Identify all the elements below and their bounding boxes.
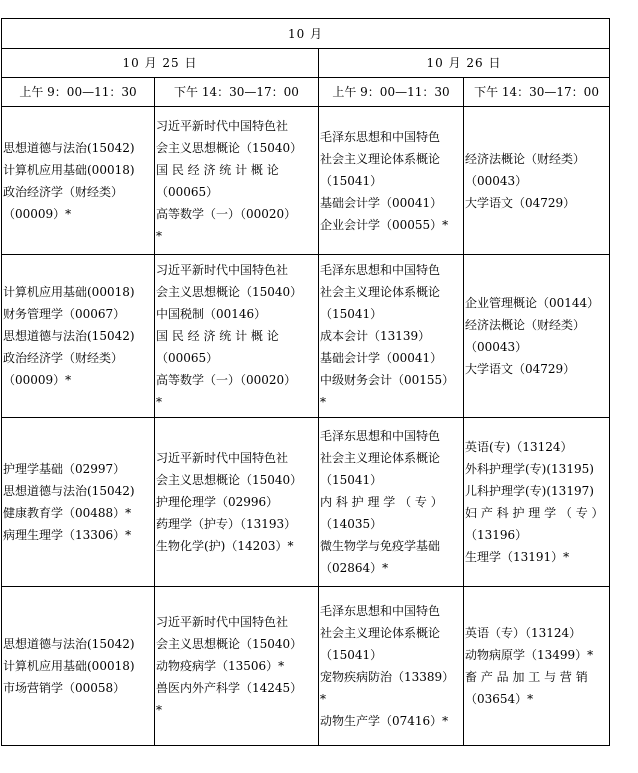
course-line: 习近平新时代中国特色社 — [156, 118, 289, 133]
course-line: （13196） — [465, 528, 528, 542]
course-line: 畜 产 品 加 工 与 营 销 — [465, 670, 588, 684]
month-header-row — [2, 19, 610, 49]
course-line: 社会主义理论体系概论 — [320, 451, 441, 465]
exam-cell — [464, 255, 610, 418]
course-line: （14035） — [320, 517, 383, 531]
exam-cell — [2, 107, 155, 255]
course-line: （00065） — [156, 351, 219, 365]
course-line: 药理学（护专）（13193） — [156, 517, 297, 531]
exam-cell — [319, 107, 464, 255]
course-line: （02864）* — [320, 561, 389, 575]
course-line: 思想道德与法治(15042) — [3, 329, 135, 343]
exam-cell — [155, 587, 319, 746]
course-line: 经济法概论（财经类） — [465, 151, 586, 166]
course-line: 计算机应用基础(00018) — [3, 285, 135, 299]
month-header: 10 月 — [2, 19, 610, 49]
exam-cell — [155, 107, 319, 255]
exam-cell — [464, 418, 610, 587]
course-line: 中级财务会计（00155） — [320, 373, 455, 387]
course-line: 高等数学（一）（00020） — [156, 373, 297, 387]
slot-header-row — [2, 78, 610, 107]
course-line: 英语（专）（13124） — [465, 626, 582, 640]
course-line: 会主义思想概论（15040） — [156, 140, 303, 155]
course-line: 毛泽东思想和中国特色 — [320, 429, 441, 443]
course-line: （00009）* — [3, 206, 72, 221]
course-line: 计算机应用基础(00018) — [3, 162, 135, 177]
course-line: 社会主义理论体系概论 — [320, 626, 441, 640]
day-header-26: 10 月 26 日 — [319, 49, 610, 78]
exam-cell — [464, 107, 610, 255]
course-line: 毛泽东思想和中国特色 — [320, 263, 441, 277]
course-line: 宠物疾病防治（13389） — [320, 670, 455, 684]
exam-cell — [319, 587, 464, 746]
course-line: 英语(专)（13124） — [465, 440, 573, 454]
course-line: 计算机应用基础(00018) — [3, 659, 135, 673]
course-line: 企业会计学（00055）* — [320, 217, 449, 232]
course-line: （15041） — [320, 648, 383, 662]
course-line: 市场营销学（00058） — [3, 681, 126, 695]
course-line: 大学语文（04729） — [465, 362, 576, 376]
course-line: 高等数学（一）（00020） — [156, 206, 297, 221]
course-line: （00065） — [156, 184, 219, 199]
course-line: 生物化学(护)（14203）* — [156, 539, 294, 553]
course-line: 思想道德与法治(15042) — [3, 637, 135, 651]
exam-cell — [2, 418, 155, 587]
course-line: 生理学（13191）* — [465, 550, 570, 564]
day-header-25: 10 月 25 日 — [2, 49, 319, 78]
day-header-row — [2, 49, 610, 78]
course-line: 病理生理学（13306）* — [3, 528, 132, 542]
course-line: 动物生产学（07416）* — [320, 714, 449, 728]
course-line: 习近平新时代中国特色社 — [156, 615, 289, 629]
exam-cell — [2, 255, 155, 418]
exam-cell — [155, 255, 319, 418]
course-line: 儿科护理学(专)(13197) — [465, 484, 594, 498]
course-line: 会主义思想概论（15040） — [156, 637, 303, 651]
course-line: 会主义思想概论（15040） — [156, 285, 303, 299]
slot-header-25-am: 上午 9：00—11：30 — [2, 78, 155, 107]
course-line: 护理学基础（02997） — [3, 462, 126, 476]
course-line: 社会主义理论体系概论 — [320, 151, 441, 166]
course-line: * — [156, 703, 162, 717]
course-line: 毛泽东思想和中国特色 — [320, 129, 441, 144]
course-line: * — [320, 395, 326, 409]
course-line: 思想道德与法治(15042) — [3, 484, 135, 498]
course-line: 社会主义理论体系概论 — [320, 285, 441, 299]
course-line: 习近平新时代中国特色社 — [156, 451, 289, 465]
course-line: 国 民 经 济 统 计 概 论 — [156, 162, 279, 177]
course-line: * — [156, 395, 162, 409]
table-row — [2, 107, 610, 255]
course-line: （00043） — [465, 340, 528, 354]
table-row — [2, 255, 610, 418]
course-line: 动物疫病学（13506）* — [156, 659, 285, 673]
exam-cell — [319, 255, 464, 418]
course-line: 企业管理概论（00144） — [465, 296, 600, 310]
course-line: （00043） — [465, 173, 528, 188]
course-line: 大学语文（04729） — [465, 195, 576, 210]
course-line: 思想道德与法治(15042) — [3, 140, 135, 155]
course-line: 护理伦理学（02996） — [156, 495, 279, 509]
course-line: 基础会计学（00041） — [320, 351, 443, 365]
course-line: （15041） — [320, 173, 383, 188]
course-line: 健康教育学（00488）* — [3, 506, 132, 520]
course-line: 政治经济学（财经类） — [3, 184, 124, 199]
course-line: * — [156, 228, 162, 243]
course-line: 微生物学与免疫学基础 — [320, 539, 441, 553]
course-line: 内 科 护 理 学 （ 专 ） — [320, 495, 443, 509]
course-line: 财务管理学（00067） — [3, 307, 126, 321]
course-line: （00009）* — [3, 373, 72, 387]
table-row — [2, 587, 610, 746]
course-line: 成本会计（13139） — [320, 329, 431, 343]
course-line: （15041） — [320, 307, 383, 321]
course-line: 会主义思想概论（15040） — [156, 473, 303, 487]
course-line: 妇 产 科 护 理 学 （ 专 ） — [465, 506, 604, 520]
exam-cell — [464, 587, 610, 746]
course-line: 经济法概论（财经类） — [465, 318, 586, 332]
course-line: 习近平新时代中国特色社 — [156, 263, 289, 277]
slot-header-26-am: 上午 9：00—11：30 — [319, 78, 464, 107]
course-line: 毛泽东思想和中国特色 — [320, 604, 441, 618]
course-line: 外科护理学(专)(13195) — [465, 462, 594, 476]
course-line: 兽医内外产科学（14245） — [156, 681, 303, 695]
slot-header-25-pm: 下午 14：30—17：00 — [155, 78, 319, 107]
course-line: （15041） — [320, 473, 383, 487]
table-row — [2, 418, 610, 587]
exam-cell — [155, 418, 319, 587]
course-line: * — [320, 692, 326, 706]
slot-header-26-pm: 下午 14：30—17：00 — [464, 78, 610, 107]
course-line: 中国税制（00146） — [156, 307, 267, 321]
course-line: 动物病原学（13499）* — [465, 648, 594, 662]
exam-schedule-table — [1, 18, 610, 746]
course-line: 基础会计学（00041） — [320, 195, 443, 210]
course-line: （03654）* — [465, 692, 534, 706]
course-line: 政治经济学（财经类） — [3, 351, 124, 365]
exam-cell — [2, 587, 155, 746]
exam-cell — [319, 418, 464, 587]
course-line: 国 民 经 济 统 计 概 论 — [156, 329, 279, 343]
